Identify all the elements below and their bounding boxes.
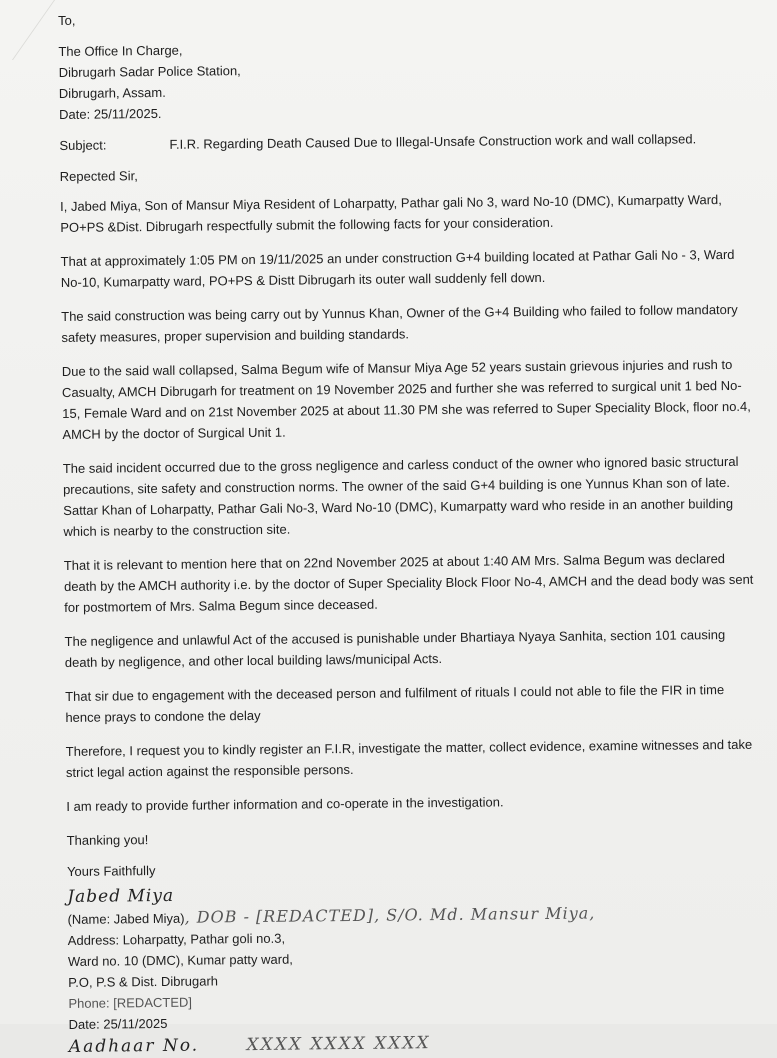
- thanks-line: Thanking you!: [66, 832, 149, 848]
- salutation: Repected Sir,: [59, 168, 138, 184]
- fir-letter: [58, 3, 759, 1058]
- sender-address-2: Ward no. 10 (DMC), Kumar patty ward,: [67, 951, 293, 969]
- recipient-line-2: Dibrugarh Sadar Police Station,: [58, 63, 241, 80]
- body-paragraph: That sir due to engagement with the deceased person and fulfilment of rituals I could not able to file the FIR in time hence prays to condone the delay: [65, 682, 725, 725]
- body-paragraph: The said construction was being carry out by Yunnus Khan, Owner of the G+4 Building who failed to follow mandatory safety measures, proper supervision and building standards.: [61, 301, 738, 345]
- body-paragraph: I am ready to provide further information and co-operate in the investigation.: [66, 794, 504, 814]
- subject-row: [59, 128, 749, 156]
- handwritten-dob-parentage: , DOB - [REDACTED], S/O. Md. Mansur Miya,: [184, 903, 596, 927]
- recipient-block: [58, 34, 749, 125]
- sender-contact-block: [67, 901, 758, 1035]
- subject-label: Subject:: [59, 137, 107, 153]
- sender-address-3: P.O, P.S & Dist. Dibrugarh: [68, 973, 219, 990]
- address-to: To,: [58, 12, 76, 28]
- sender-date: Date: 25/11/2025: [68, 1015, 168, 1032]
- body-paragraph: Therefore, I request you to kindly register an F.I.R, investigate the matter, collect evidence, examine witnesses and take strict legal action against the responsible persons.: [65, 736, 753, 780]
- recipient-line-1: The Office In Charge,: [58, 42, 183, 59]
- body-paragraph: The said incident occurred due to the gross negligence and carless conduct of the owner who ignored basic structural precautions, site safety and construction norms. The owner of the said G+4 building is one Yunnus Khan son of late. Sattar Khan of Loharpatty, Pathar Gali No-3, Ward No-10 (DMC), Kumarpatty ward who reside in an another building which is nearby to the construction site.: [62, 453, 739, 539]
- body-paragraph: That at approximately 1:05 PM on 19/11/2025 an under construction G+4 building located at Pathar Gali No - 3, Ward No-10, Kumarpatty ward, PO+PS & Distt Dibrugarh its outer wall suddenly fell down.: [60, 246, 735, 290]
- id-number-masked: XXXX XXXX XXXX: [246, 1033, 431, 1056]
- handwritten-signature: Jabed Miya: [67, 885, 175, 907]
- id-label: Aadhaar No.: [68, 1035, 200, 1057]
- body-paragraph: Due to the said wall collapsed, Salma Begum wife of Mansur Miya Age 52 years sustain grievous injuries and rush to Casualty, AMCH Dibrugarh for treatment on 19 November 2025 and further she was referred to surgical unit 1 bed No-15, Female Ward and on 21st November 2025 at about 11.30 PM she was referred to Super Speciality Block, floor no.4, AMCH by the doctor of Surgical Unit 1.: [61, 356, 751, 442]
- body-paragraph: I, Jabed Miya, Son of Mansur Miya Resident of Loharpatty, Pathar gali No 3, ward No-10 (DMC), Kumarpatty Ward, PO+PS &Dist. Dibrugarh respectfully submit the following facts for your consideration.: [59, 192, 722, 235]
- recipient-date: Date: 25/11/2025.: [59, 105, 162, 122]
- sender-address-1: Address: Loharpatty, Pathar goli no.3,: [67, 930, 286, 948]
- recipient-line-3: Dibrugarh, Assam.: [58, 84, 166, 101]
- body-paragraph: The negligence and unlawful Act of the accused is punishable under Bhartiaya Nyaya Sanhita, section 101 causing death by negligence, and other local building laws/municipal Acts.: [64, 627, 726, 670]
- closing-line: Yours Faithfully: [66, 863, 156, 879]
- handwritten-id-row: [69, 1030, 759, 1058]
- sender-name: (Name: Jabed Miya): [67, 910, 185, 927]
- paper-fold-line: [0, 0, 55, 60]
- subject-text: F.I.R. Regarding Death Caused Due to Illegal-Unsafe Construction work and wall collapsed.: [169, 131, 697, 152]
- body-paragraph: That it is relevant to mention here that on 22nd November 2025 at about 1:40 AM Mrs. Salma Begum was declared death by the AMCH authority i.e. by the doctor of Super Speciality Block Floor No-4, AMCH and the dead body was sent for postmortem of Mrs. Salma Begum since deceased.: [63, 551, 754, 615]
- sender-phone: Phone: [REDACTED]: [68, 994, 193, 1011]
